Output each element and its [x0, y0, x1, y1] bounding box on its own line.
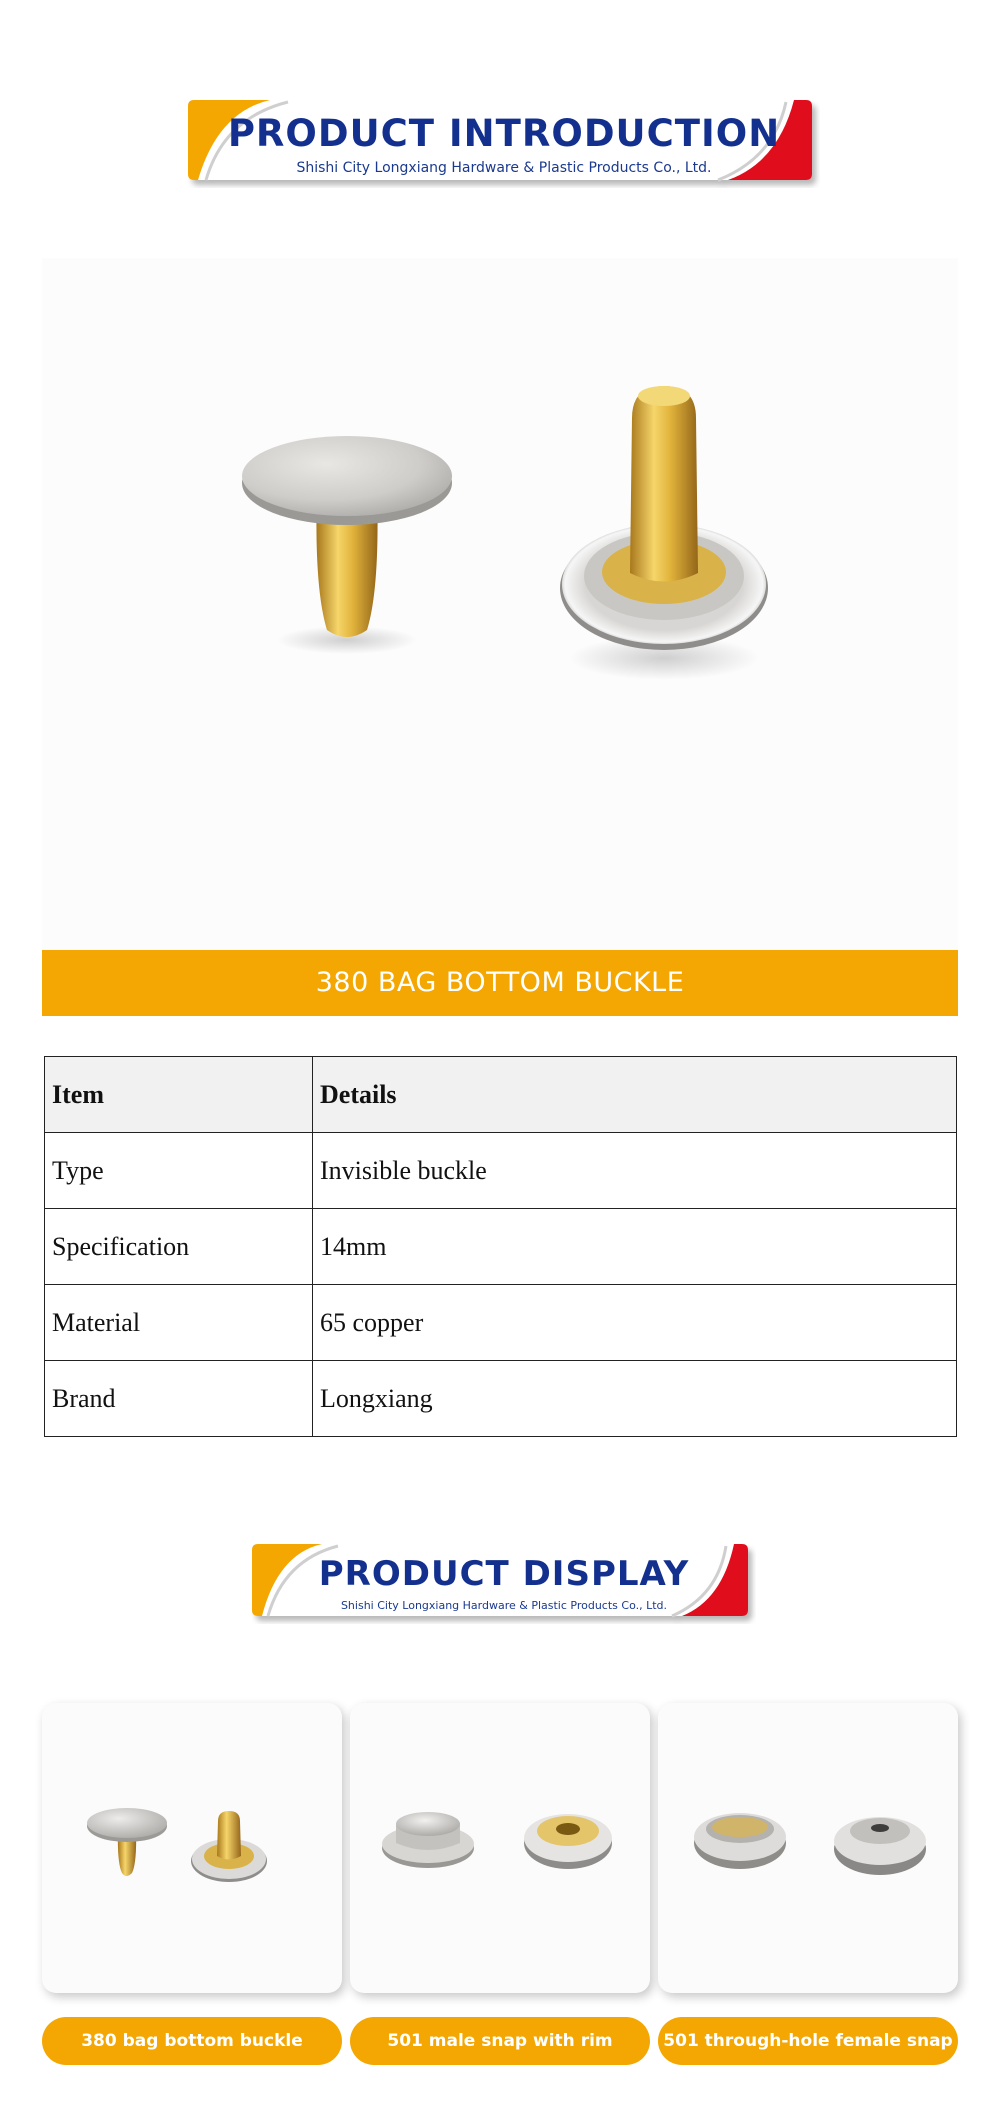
row-label: Brand [45, 1361, 313, 1437]
product-hero-image [42, 258, 958, 950]
row-label: Specification [45, 1209, 313, 1285]
cap-piece-illustration [242, 436, 452, 654]
banner-subtitle: Shishi City Longxiang Hardware & Plastic Products Co., Ltd. [340, 1599, 668, 1612]
product-photo [658, 1703, 958, 1993]
display-card-501-male-snap[interactable] [350, 1703, 650, 1993]
product-introduction-banner [188, 100, 820, 188]
product-display-banner [252, 1544, 756, 1624]
table-row [45, 1209, 957, 1285]
row-label: Type [45, 1133, 313, 1209]
row-value: Invisible buckle [313, 1133, 957, 1209]
table-header-row [45, 1057, 957, 1133]
row-value: 65 copper [313, 1285, 957, 1361]
product-photo [350, 1703, 650, 1993]
table-row [45, 1361, 957, 1437]
product-title-bar: 380 BAG BOTTOM BUCKLE [42, 950, 958, 1016]
row-value: Longxiang [313, 1361, 957, 1437]
display-label-380[interactable]: 380 bag bottom buckle [42, 2017, 342, 2065]
header-item: Item [45, 1057, 313, 1133]
banner-title: PRODUCT DISPLAY [318, 1554, 690, 1594]
row-label: Material [45, 1285, 313, 1361]
row-value: 14mm [313, 1209, 957, 1285]
banner-title: PRODUCT INTRODUCTION [227, 112, 781, 155]
display-label-501-female[interactable]: 501 through-hole female snap [658, 2017, 958, 2065]
header-details: Details [313, 1057, 957, 1133]
display-card-501-female-snap[interactable] [658, 1703, 958, 1993]
display-label-501-male[interactable]: 501 male snap with rim [350, 2017, 650, 2065]
base-piece-illustration [560, 386, 768, 680]
table-row [45, 1285, 957, 1361]
display-card-380-bag-bottom-buckle[interactable] [42, 1703, 342, 1993]
banner-subtitle: Shishi City Longxiang Hardware & Plastic Products Co., Ltd. [296, 160, 712, 176]
product-photo [42, 1703, 342, 1993]
table-row [45, 1133, 957, 1209]
specification-table [44, 1056, 957, 1437]
